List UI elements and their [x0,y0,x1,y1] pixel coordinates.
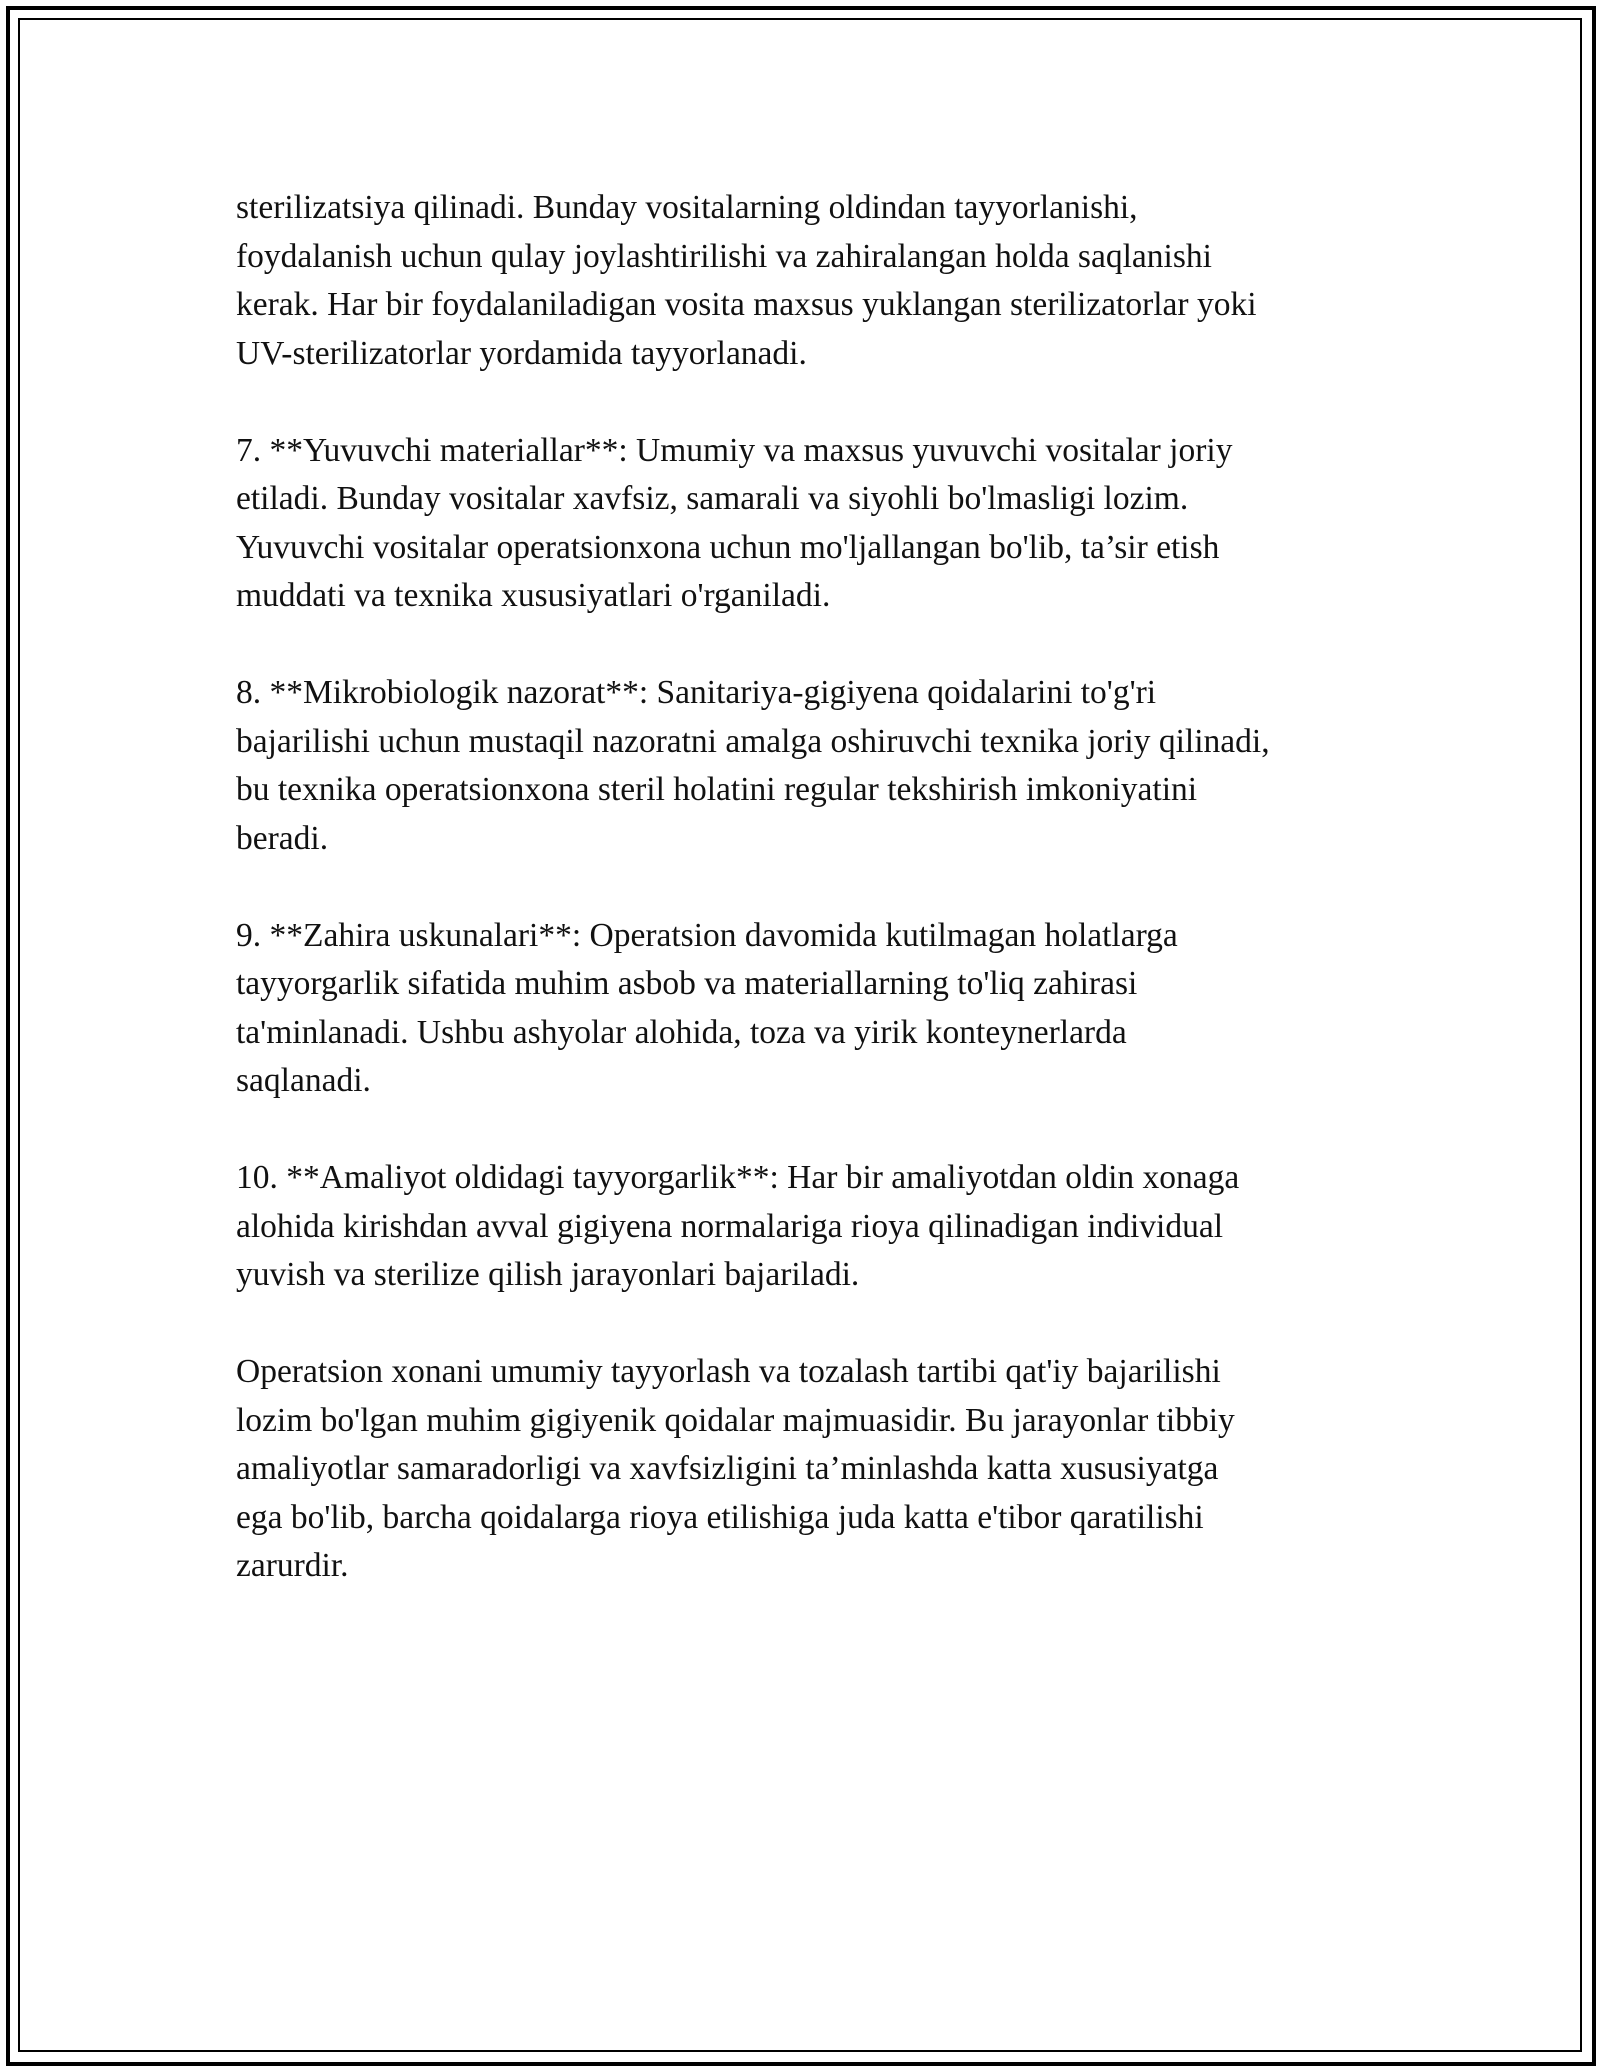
paragraph-reserve-equipment: 9. **Zahira uskunalari**: Operatsion davomida kutilmagan holatlarga tayyorgarlik sifatida muhim asbob va materiallarning to'liq zahirasi ta'minlanadi. Ushbu ashyolar alohida, toza va yirik konteynerlarda saqlanadi. [236,916,1178,1099]
paragraph-conclusion: Operatsion xonani umumiy tayyorlash va tozalash tartibi qat'iy bajarilishi lozim bo'lgan muhim gigiyenik qoidalar majmuasidir. Bu jarayonlar tibbiy amaliyotlar samaradorligi va xavfsizligini ta’minlashda katta xususiyatga ega bo'lib, barcha qoidalarga rioya etilishiga juda katta e'tibor qaratilishi zarurdir. [236,1353,1235,1584]
paragraph-cleaning-materials: 7. **Yuvuvchi materiallar**: Umumiy va maxsus yuvuvchi vositalar joriy etiladi. Bunday vositalar xavfsiz, samarali va siyohli bo'lmasligi lozim. Yuvuvchi vositalar operatsionxona uchun mo'ljallangan bo'lib, ta’sir etish muddati va texnika xususiyatlari o'rganiladi. [236,431,1233,614]
document-body [236,184,1386,1639]
paragraph-sterilization-continued: sterilizatsiya qilinadi. Bunday vositalarning oldindan tayyorlanishi, foydalanish uchun qulay joylashtirilishi va zahiralangan holda saqlanishi kerak. Har bir foydalaniladigan vosita maxsus yuklangan sterilizatorlar yoki UV-sterilizatorlar yordamida tayyorlanadi. [236,189,1257,372]
paragraph-pre-procedure-preparation: 10. **Amaliyot oldidagi tayyorgarlik**: Har bir amaliyotdan oldin xonaga alohida kirishdan avval gigiyena normalariga rioya qilinadigan individual yuvish va sterilize qilish jarayonlari bajariladi. [236,1159,1240,1293]
paragraph-microbiological-control: 8. **Mikrobiologik nazorat**: Sanitariya-gigiyena qoidalarini to'g'ri bajarilishi uchun mustaqil nazoratni amalga oshiruvchi texnika joriy qilinadi, bu texnika operatsionxona steril holatini regular tekshirish imkoniyatini beradi. [236,674,1270,857]
